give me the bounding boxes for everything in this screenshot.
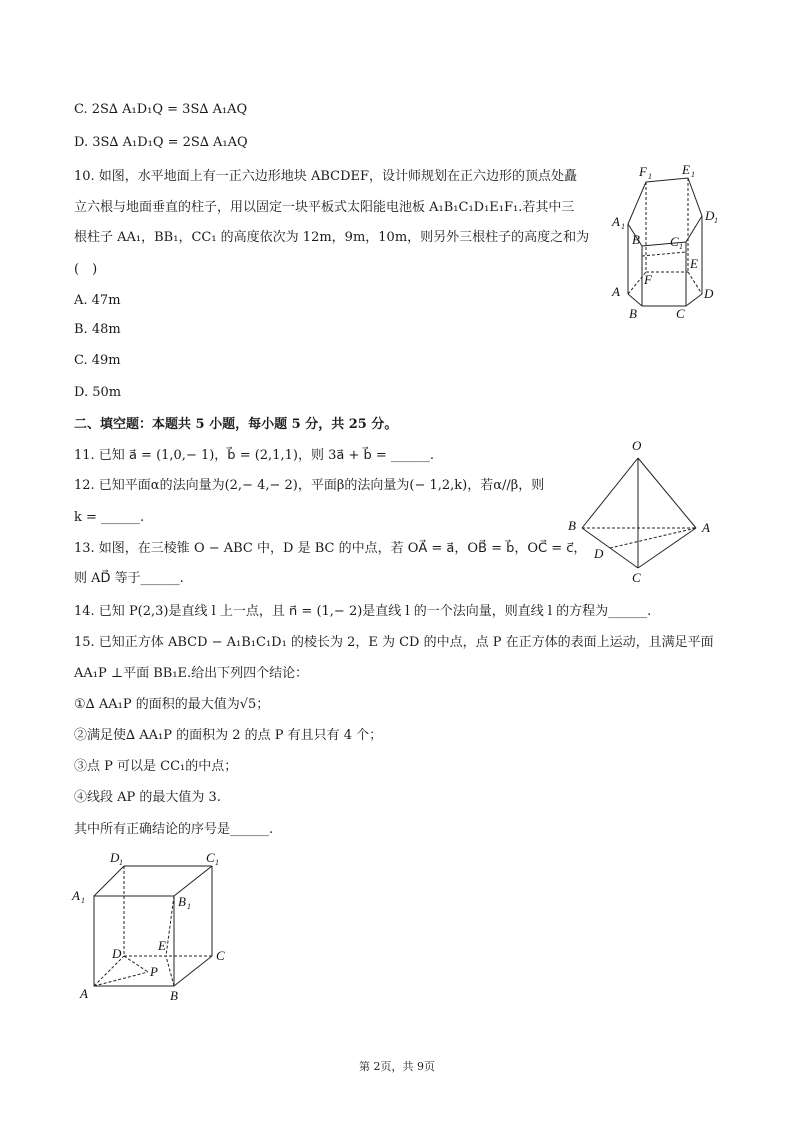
q10-line1: 10. 如图，水平地面上有一正六边形地块 ABCDEF，设计师规划在正六边形的顶点处矗	[74, 169, 578, 184]
svg-text:C: C	[206, 850, 215, 865]
svg-text:1: 1	[648, 172, 652, 181]
option-10b: B. 48m	[74, 322, 121, 337]
option-9d: D. 3S∆ A₁D₁Q = 2S∆ A₁AQ	[74, 135, 248, 150]
option-10c: C. 49m	[74, 353, 121, 368]
q15-statement-4: ④线段 AP 的最大值为 3.	[74, 790, 221, 805]
svg-text:B: B	[629, 306, 637, 321]
tetrahedron-figure	[566, 432, 720, 586]
svg-text:D: D	[705, 208, 715, 223]
q14: 14. 已知 P(2,3)是直线 l 上一点，且 n⃗ = (1,− 2)是直线 l 的一个法向量，则直线 l 的方程为______.	[74, 604, 652, 619]
q11: 11. 已知 a⃗ = (1,0,− 1)，b⃗ = (2,1,1)，则 3a⃗ + b⃗ = ______.	[74, 448, 435, 463]
svg-text:B: B	[170, 988, 178, 1003]
section-heading: 二、填空题：本题共 5 小题，每小题 5 分，共 25 分。	[74, 417, 398, 432]
svg-text:E: E	[158, 938, 166, 953]
svg-text:A: A	[72, 888, 80, 903]
q10-bracket: ( )	[74, 262, 98, 277]
svg-text:P: P	[150, 964, 158, 979]
svg-text:1: 1	[691, 170, 695, 179]
svg-text:D: D	[112, 946, 122, 961]
svg-text:O: O	[632, 438, 642, 453]
q15-statement-1: ①∆ AA₁P 的面积的最大值为√5；	[74, 697, 270, 712]
svg-text:1: 1	[714, 216, 718, 225]
q10-line3: 根柱子 AA₁，BB₁，CC₁ 的高度依次为 12m，9m，10m，则另外三根柱子的高度之和为	[74, 230, 590, 245]
q12-line2: k = ______.	[74, 510, 145, 525]
svg-text:1: 1	[215, 858, 219, 867]
option-10a: A. 47m	[74, 293, 121, 308]
option-10d: D. 50m	[74, 385, 122, 400]
svg-text:A: A	[80, 986, 88, 1001]
svg-text:C: C	[216, 948, 225, 963]
svg-text:1: 1	[621, 222, 625, 231]
cube-figure	[66, 848, 246, 1006]
svg-text:B: B	[632, 232, 640, 247]
svg-text:F: F	[639, 164, 647, 179]
svg-text:B: B	[568, 518, 576, 533]
svg-text:A: A	[612, 214, 620, 229]
svg-text:D: D	[594, 546, 604, 561]
svg-text:A: A	[612, 284, 620, 299]
svg-text:F: F	[644, 272, 652, 287]
q15-question: 其中所有正确结论的序号是______.	[74, 822, 274, 837]
q15-statement-2: ②满足使∆ AA₁P 的面积为 2 的点 P 有且只有 4 个；	[74, 728, 383, 743]
svg-text:C: C	[670, 234, 679, 249]
svg-text:B: B	[178, 894, 186, 909]
svg-text:E: E	[682, 162, 690, 177]
svg-text:D: D	[110, 850, 120, 865]
svg-text:E: E	[690, 256, 698, 271]
svg-text:1: 1	[119, 858, 123, 867]
svg-text:1: 1	[81, 896, 85, 905]
svg-text:C: C	[632, 570, 641, 585]
q15-line2: AA₁P ⊥平面 BB₁E.给出下列四个结论：	[74, 666, 309, 681]
option-9c: C. 2S∆ A₁D₁Q = 3S∆ A₁AQ	[74, 102, 248, 117]
svg-text:1: 1	[679, 242, 683, 251]
q10-line2: 立六根与地面垂直的柱子，用以固定一块平板式太阳能电池板 A₁B₁C₁D₁E₁F₁.若其中三	[74, 200, 575, 215]
q15-statement-3: ③点 P 可以是 CC₁的中点；	[74, 759, 238, 774]
q12-line1: 12. 已知平面α的法向量为(2,− 4,− 2)，平面β的法向量为(− 1,2,k)，若α//β，则	[74, 478, 545, 493]
q13-line2: 则 AD⃗ 等于______.	[74, 571, 184, 586]
q13-line1: 13. 如图，在三棱锥 O − ABC 中，D 是 BC 的中点，若 OA⃗ = a⃗，OB⃗ = b⃗，OC⃗ = c⃗，	[74, 541, 587, 556]
svg-text:C: C	[676, 306, 685, 321]
q15-line1: 15. 已知正方体 ABCD − A₁B₁C₁D₁ 的棱长为 2，E 为 CD 的中点，点 P 在正方体的表面上运动，且满足平面	[74, 635, 714, 650]
svg-text:D: D	[704, 286, 714, 301]
svg-text:1: 1	[187, 902, 191, 911]
page-footer: 第 2页，共 9页	[359, 1060, 435, 1073]
hexagonal-prism-figure	[606, 160, 730, 325]
svg-text:A: A	[702, 520, 710, 535]
